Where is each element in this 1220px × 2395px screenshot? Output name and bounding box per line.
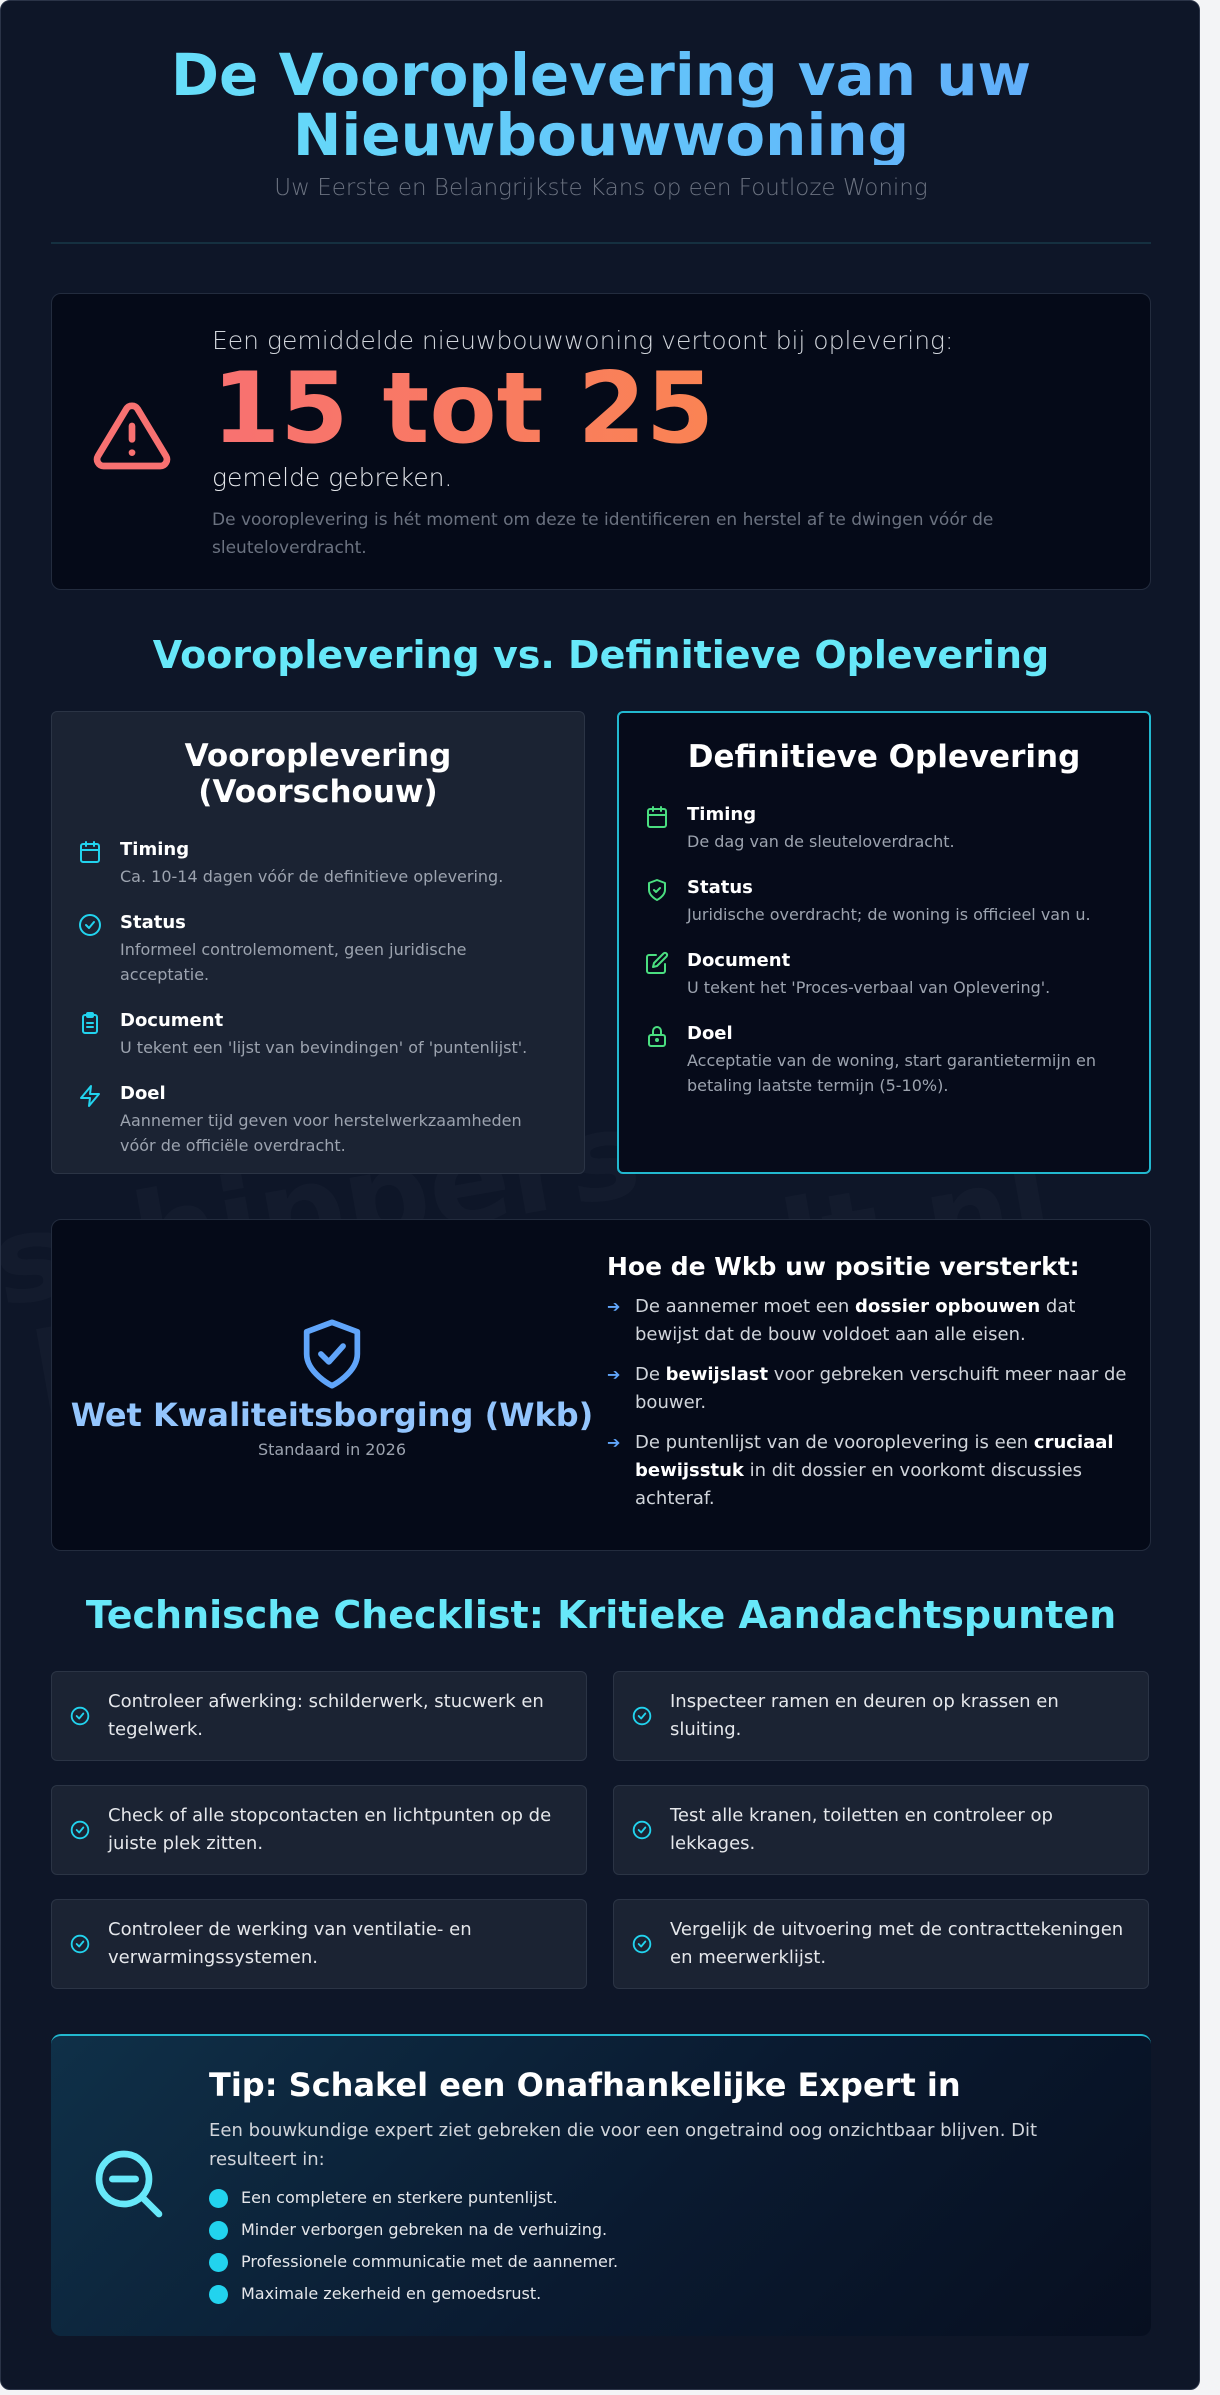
item-title: Status bbox=[120, 912, 186, 933]
shield-check-icon bbox=[294, 1316, 370, 1392]
vooroplevering-title-line-1: Vooroplevering bbox=[184, 738, 452, 774]
tip-benefit: Professionele communicatie met de aannemer. bbox=[209, 2246, 618, 2278]
calendar-icon bbox=[645, 805, 669, 829]
check-circle-icon bbox=[632, 1706, 652, 1726]
item-desc: Ca. 10-14 dagen vóór de definitieve oplevering. bbox=[120, 867, 504, 886]
item-desc: Acceptatie van de woning, start garantietermijn en betaling laatste termijn (5-10%). bbox=[687, 1051, 1096, 1095]
item-desc: De dag van de sleuteloverdracht. bbox=[687, 832, 955, 851]
checklist-text: Controleer afwerking: schilderwerk, stucwerk en tegelwerk. bbox=[108, 1691, 544, 1740]
stat-unit: gemelde gebreken. bbox=[212, 463, 453, 492]
edit-icon bbox=[645, 951, 669, 975]
wkb-benefits bbox=[607, 1252, 1127, 1525]
checklist-text: Controleer de werking van ventilatie- en verwarmingssystemen. bbox=[108, 1919, 472, 1968]
lightning-icon bbox=[78, 1084, 102, 1108]
title-line-1: De Vooroplevering van uw bbox=[170, 41, 1032, 109]
check-circle-icon bbox=[70, 1706, 90, 1726]
item-title: Status bbox=[687, 877, 753, 898]
vooroplevering-item-doel bbox=[52, 1082, 584, 1158]
definitieve-oplevering-title: Definitieve Oplevering bbox=[687, 739, 1081, 775]
stat-text bbox=[212, 326, 1112, 562]
vooroplevering-item-timing bbox=[52, 838, 584, 889]
lock-icon bbox=[645, 1024, 669, 1048]
check-circle-icon bbox=[70, 1934, 90, 1954]
tip-benefit: Maximale zekerheid en gemoedsrust. bbox=[209, 2278, 618, 2310]
checklist-text: Vergelijk de uitvoering met de contracttekeningen en meerwerklijst. bbox=[670, 1919, 1124, 1968]
vooroplevering-item-document bbox=[52, 1009, 584, 1060]
item-title: Document bbox=[687, 950, 791, 971]
stat-note: De vooroplevering is hét moment om deze te identificeren en herstel af te dwingen vóór de sleuteloverdracht. bbox=[212, 510, 994, 558]
vooroplevering-title-line-2: (Voorschouw) bbox=[198, 774, 438, 810]
calendar-icon bbox=[78, 840, 102, 864]
compare-section-title: Vooroplevering vs. Definitieve Oplevering bbox=[152, 633, 1050, 677]
warning-triangle-icon bbox=[89, 396, 175, 476]
wkb-point: ➔ De aannemer moet een dossier opbouwen dat bewijst dat de bouw voldoet aan alle eisen. bbox=[607, 1293, 1127, 1349]
check-circle-icon bbox=[70, 1820, 90, 1840]
vooroplevering-item-status bbox=[52, 911, 584, 987]
page-title bbox=[1, 41, 1200, 169]
definitieve-item-doel bbox=[619, 1022, 1149, 1098]
clipboard-icon bbox=[78, 1011, 102, 1035]
stat-lead: Een gemiddelde nieuwbouwwoning vertoont bij oplevering: bbox=[212, 326, 954, 355]
item-desc: U tekent een 'lijst van bevindingen' of 'puntenlijst'. bbox=[120, 1038, 528, 1057]
item-title: Doel bbox=[687, 1023, 733, 1044]
definitieve-oplevering-card bbox=[617, 711, 1151, 1174]
checklist-item bbox=[51, 1899, 587, 1989]
tip-benefit: Minder verborgen gebreken na de verhuizing. bbox=[209, 2214, 618, 2246]
arrow-right-icon: ➔ bbox=[607, 1433, 621, 1452]
wkb-heading: Hoe de Wkb uw positie versterkt: bbox=[607, 1252, 1080, 1281]
page-subtitle: Uw Eerste en Belangrijkste Kans op een Foutloze Woning bbox=[274, 175, 928, 201]
tip-benefits-list bbox=[209, 2182, 618, 2310]
wkb-title: Wet Kwaliteitsborging (Wkb) bbox=[70, 1396, 594, 1434]
wkb-point: ➔ De bewijslast voor gebreken verschuift meer naar de bouwer. bbox=[607, 1361, 1127, 1417]
definitieve-item-document bbox=[619, 949, 1149, 1000]
checklist-item bbox=[613, 1785, 1149, 1875]
wkb-summary bbox=[52, 1220, 612, 1550]
bullet-dot bbox=[209, 2189, 228, 2208]
item-desc: Aannemer tijd geven voor herstelwerkzaamheden vóór de officiële overdracht. bbox=[120, 1111, 522, 1155]
checklist-text: Check of alle stopcontacten en lichtpunten op de juiste plek zitten. bbox=[108, 1805, 552, 1854]
check-circle-icon bbox=[78, 913, 102, 937]
defects-stat-card bbox=[51, 293, 1151, 590]
item-desc: U tekent het 'Proces-verbaal van Oplevering'. bbox=[687, 978, 1051, 997]
stat-number: 15 tot 25 bbox=[212, 357, 1112, 461]
item-title: Document bbox=[120, 1010, 224, 1031]
item-title: Timing bbox=[687, 804, 757, 825]
wkb-card bbox=[51, 1219, 1151, 1551]
expert-tip-card bbox=[51, 2034, 1151, 2336]
bullet-dot bbox=[209, 2285, 228, 2304]
zoom-out-icon bbox=[89, 2144, 169, 2224]
checklist-text: Test alle kranen, toiletten en controleer op lekkages. bbox=[670, 1805, 1053, 1854]
bullet-dot bbox=[209, 2253, 228, 2272]
check-circle-icon bbox=[632, 1934, 652, 1954]
tip-benefit: Een completere en sterkere puntenlijst. bbox=[209, 2182, 618, 2214]
checklist-item bbox=[613, 1671, 1149, 1761]
item-desc: Informeel controlemoment, geen juridische acceptatie. bbox=[120, 940, 467, 984]
tip-description: Een bouwkundige expert ziet gebreken die voor een ongetraind oog onzichtbaar blijven. Dit resulteert in: bbox=[209, 2120, 1038, 2170]
item-title: Timing bbox=[120, 839, 190, 860]
tip-title: Tip: Schakel een Onafhankelijke Expert in bbox=[209, 2066, 961, 2104]
checklist-item bbox=[613, 1899, 1149, 1989]
wkb-subtitle: Standaard in 2026 bbox=[257, 1440, 407, 1459]
definitieve-item-status bbox=[619, 876, 1149, 927]
item-title: Doel bbox=[120, 1083, 166, 1104]
vooroplevering-card bbox=[51, 711, 585, 1174]
check-circle-icon bbox=[632, 1820, 652, 1840]
arrow-right-icon: ➔ bbox=[607, 1365, 621, 1384]
arrow-right-icon: ➔ bbox=[607, 1297, 621, 1316]
shield-check-icon bbox=[645, 878, 669, 902]
checklist-section-title: Technische Checklist: Kritieke Aandachtspunten bbox=[85, 1593, 1117, 1637]
definitieve-item-timing bbox=[619, 803, 1149, 854]
bullet-dot bbox=[209, 2221, 228, 2240]
item-desc: Juridische overdracht; de woning is officieel van u. bbox=[687, 905, 1091, 924]
checklist-item bbox=[51, 1671, 587, 1761]
vooroplevering-title bbox=[52, 738, 584, 810]
checklist-text: Inspecteer ramen en deuren op krassen en sluiting. bbox=[670, 1691, 1059, 1740]
header-divider bbox=[51, 242, 1151, 244]
header bbox=[1, 41, 1200, 201]
checklist-item bbox=[51, 1785, 587, 1875]
title-line-2: Nieuwbouwwoning bbox=[292, 101, 910, 169]
wkb-point: ➔ De puntenlijst van de vooroplevering is een cruciaal bewijsstuk in dit dossier en voorkomt discussies achteraf. bbox=[607, 1429, 1127, 1513]
